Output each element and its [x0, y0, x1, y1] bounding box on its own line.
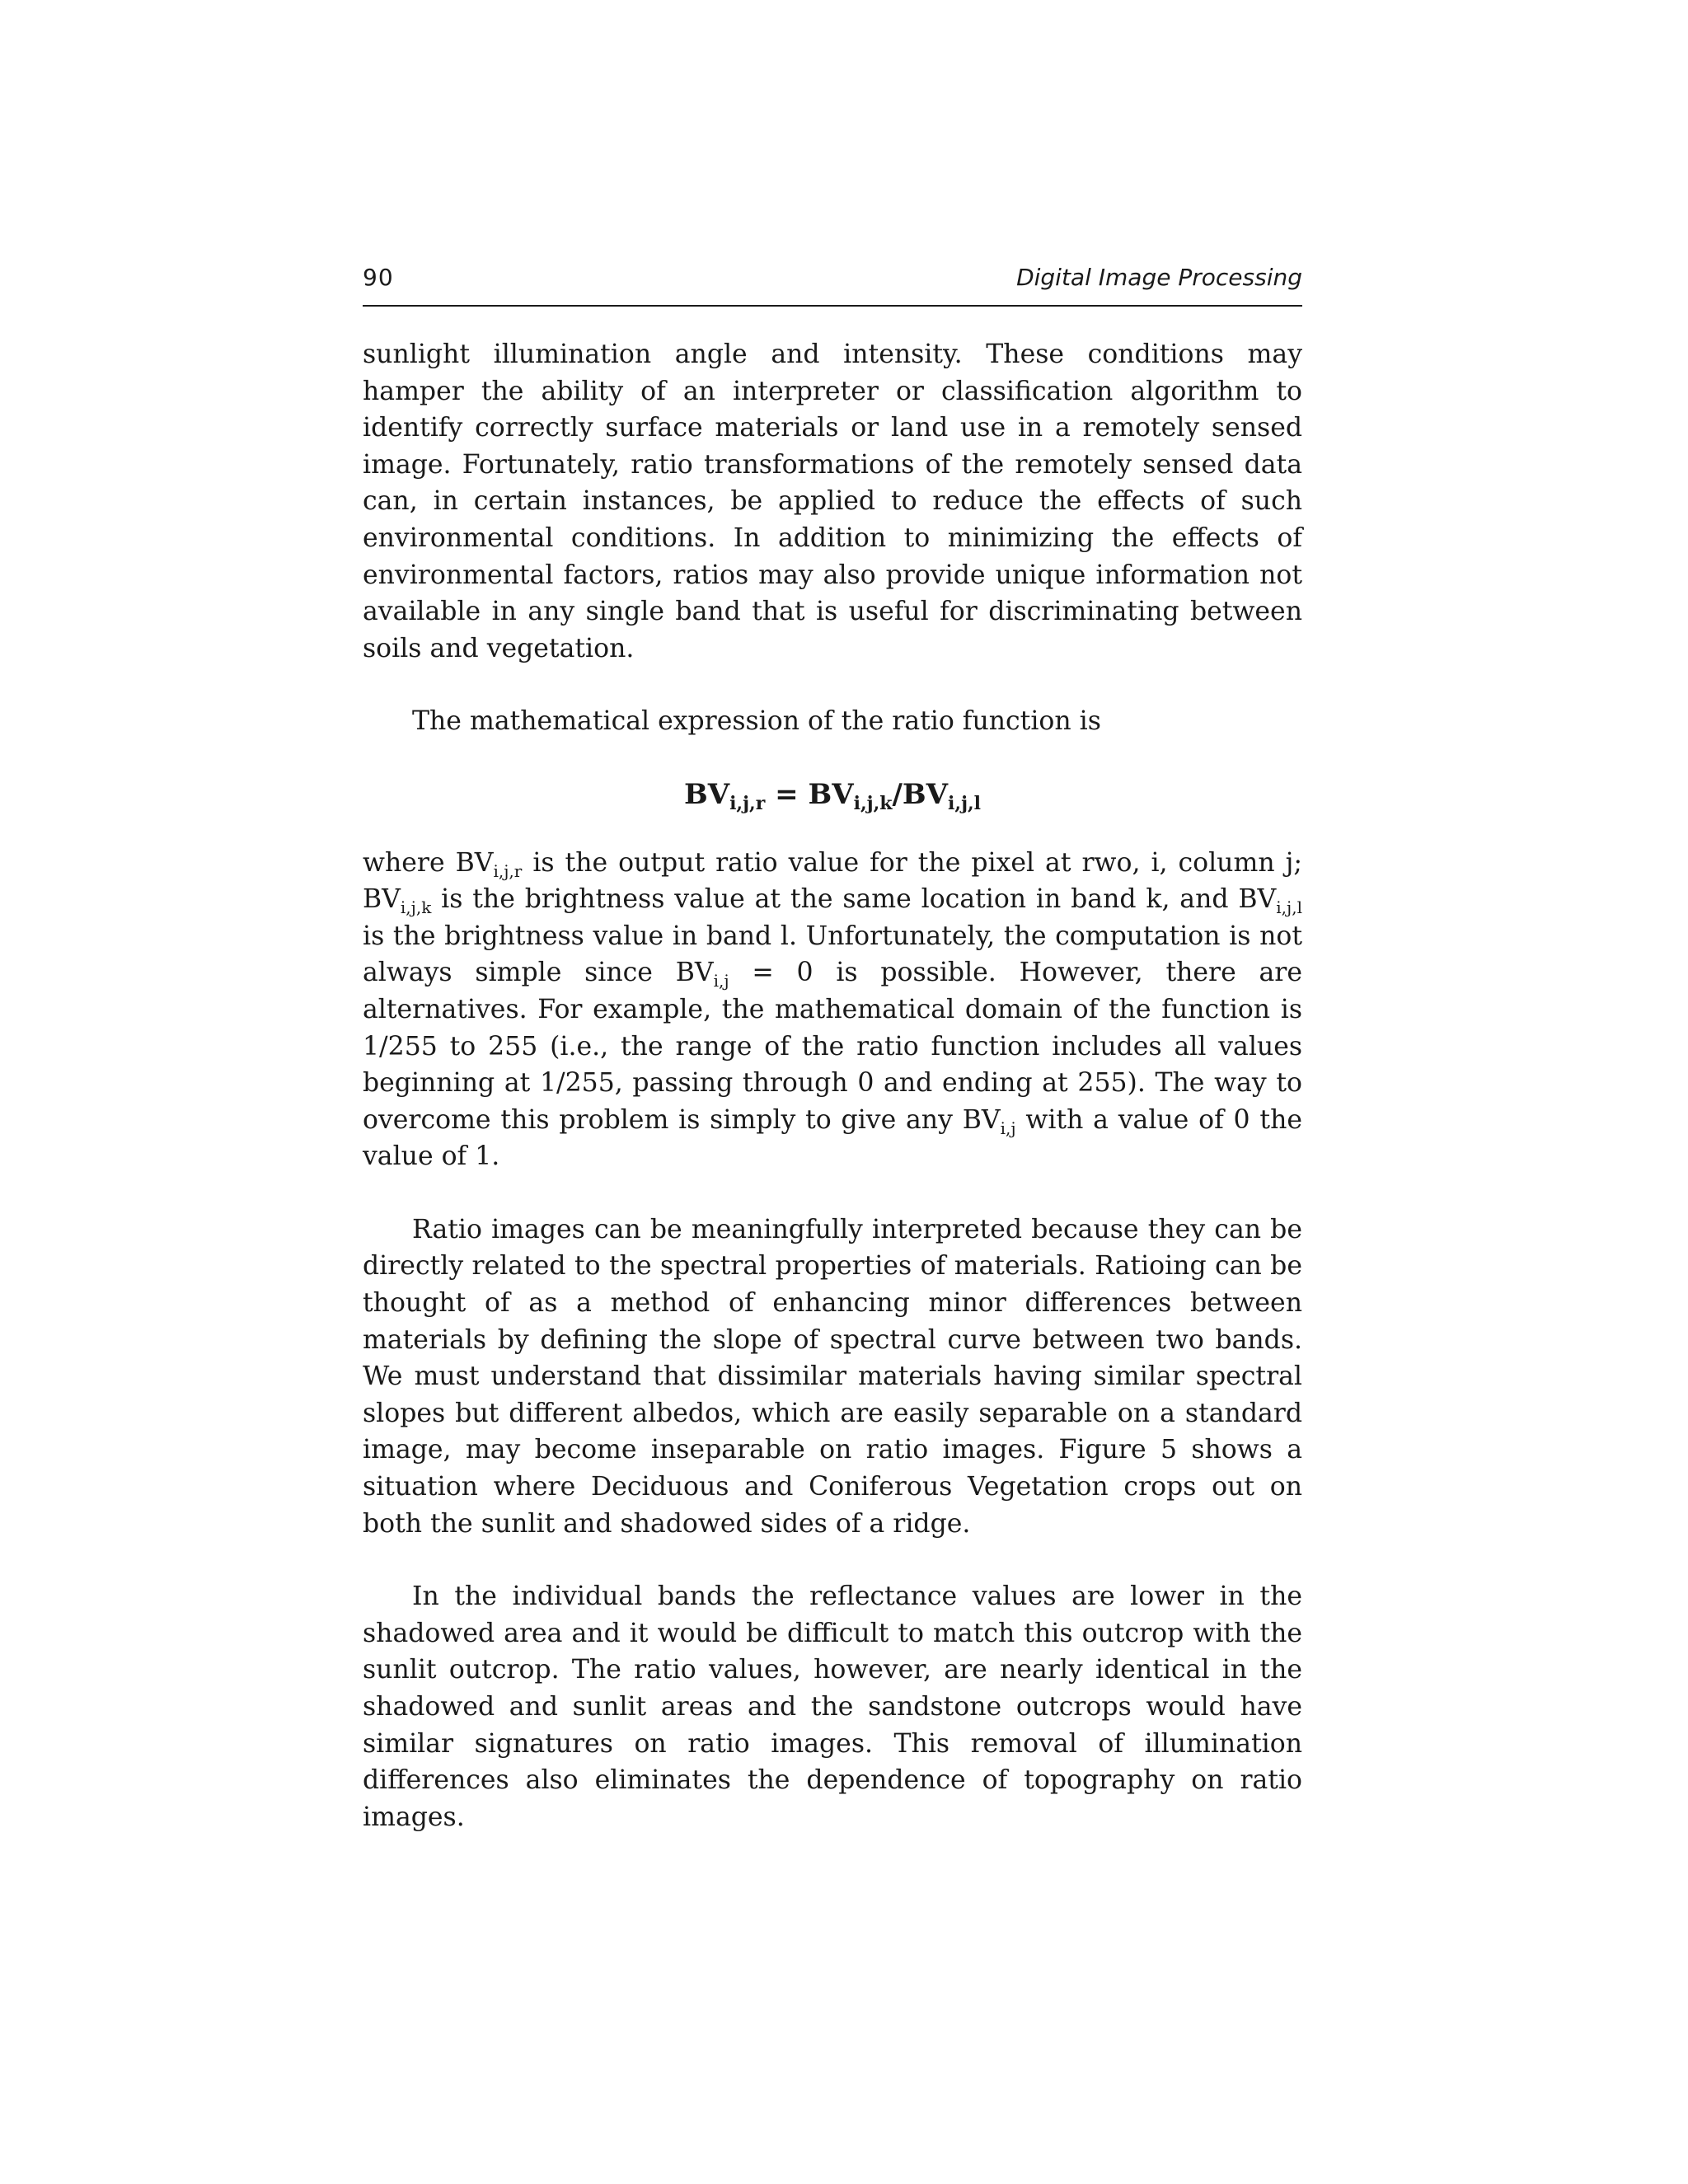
- p3-sub-1: i,j,r: [493, 860, 523, 881]
- ratio-equation: [363, 776, 1302, 813]
- p3-sub-5: i,j: [1000, 1118, 1016, 1138]
- running-title: Digital Image Processing: [1016, 264, 1302, 291]
- p3-text-5: = 0 is possible. However, there are alternatives. For example, the mathematical domain of the function is 1/255 to 255 (i.e., the range of the ratio function includes all values beginning at 1/255, passing through 0 and ending at 255). The way to overcome this problem is simply to give any BV: [363, 958, 1303, 1135]
- p3-text-3: is the brightness value at the same location in band k, and BV: [431, 884, 1277, 915]
- p3-text-1: where BV: [363, 847, 494, 878]
- equation-bv-band-l: BV: [902, 777, 949, 811]
- equation-bv-output: BV: [683, 777, 730, 811]
- equation-sub-output: i,j,r: [729, 792, 766, 814]
- p3-sub-2: i,j,k: [400, 898, 432, 918]
- page-number: 90: [363, 264, 394, 291]
- p3-text-2: is the output ratio value for the pixel at rwo, i, column j; BV: [363, 847, 1302, 915]
- equation-sub-band-l: i,j,l: [948, 792, 982, 814]
- p3-sub-4: i,j: [713, 971, 729, 991]
- equation-equals: =: [765, 777, 809, 811]
- body-text: [363, 336, 1302, 1872]
- p3-sub-3: i,j,l: [1276, 898, 1302, 918]
- equation-bv-band-k: BV: [808, 777, 854, 811]
- p3-text-6: with a value of 0 the value of 1.: [363, 1104, 1302, 1172]
- page-header: [363, 262, 1302, 307]
- paragraph-1: sunlight illumination angle and intensity. These conditions may hamper the ability of an interpreter or classification algorithm to identify correctly surface materials or land use in a remotely sensed image. Fortunately, ratio transformations of the remotely sensed data can, in certain instances, be applied to reduce the effects of such environmental conditions. In addition to minimizing the effects of environmental factors, ratios may also provide unique information not available in any single band that is useful for discriminating between soils and vegetation.: [363, 340, 1302, 663]
- equation-slash: /: [892, 777, 903, 811]
- paragraph-4: Ratio images can be meaningfully interpreted because they can be directly related to the spectral properties of materials. Ratioing can be thought of as a method of enhancing minor differences between materials by defining the slope of spectral curve between two bands. We must understand that dissimilar materials having similar spectral slopes but different albedos, which are easily separable on a standard image, may become inseparable on ratio images. Figure 5 shows a situation where Deciduous and Coniferous Vegetation crops out on both the sunlit and shadowed sides of a ridge.: [363, 1214, 1302, 1539]
- paragraph-3: [363, 845, 1302, 1175]
- p3-text-4: is the brightness value in band l. Unfortunately, the computation is not always simple since BV: [363, 921, 1302, 988]
- paragraph-5: In the individual bands the reflectance values are lower in the shadowed area and it would be difficult to match this outcrop with the sunlit outcrop. The ratio values, however, are nearly identical in the shadowed and sunlit areas and the sandstone outcrops would have similar signatures on ratio images. This removal of illumination differences also eliminates the dependence of topography on ratio images.: [363, 1582, 1302, 1832]
- equation-sub-band-k: i,j,k: [853, 792, 893, 814]
- paragraph-2: The mathematical expression of the ratio function is: [412, 706, 1101, 737]
